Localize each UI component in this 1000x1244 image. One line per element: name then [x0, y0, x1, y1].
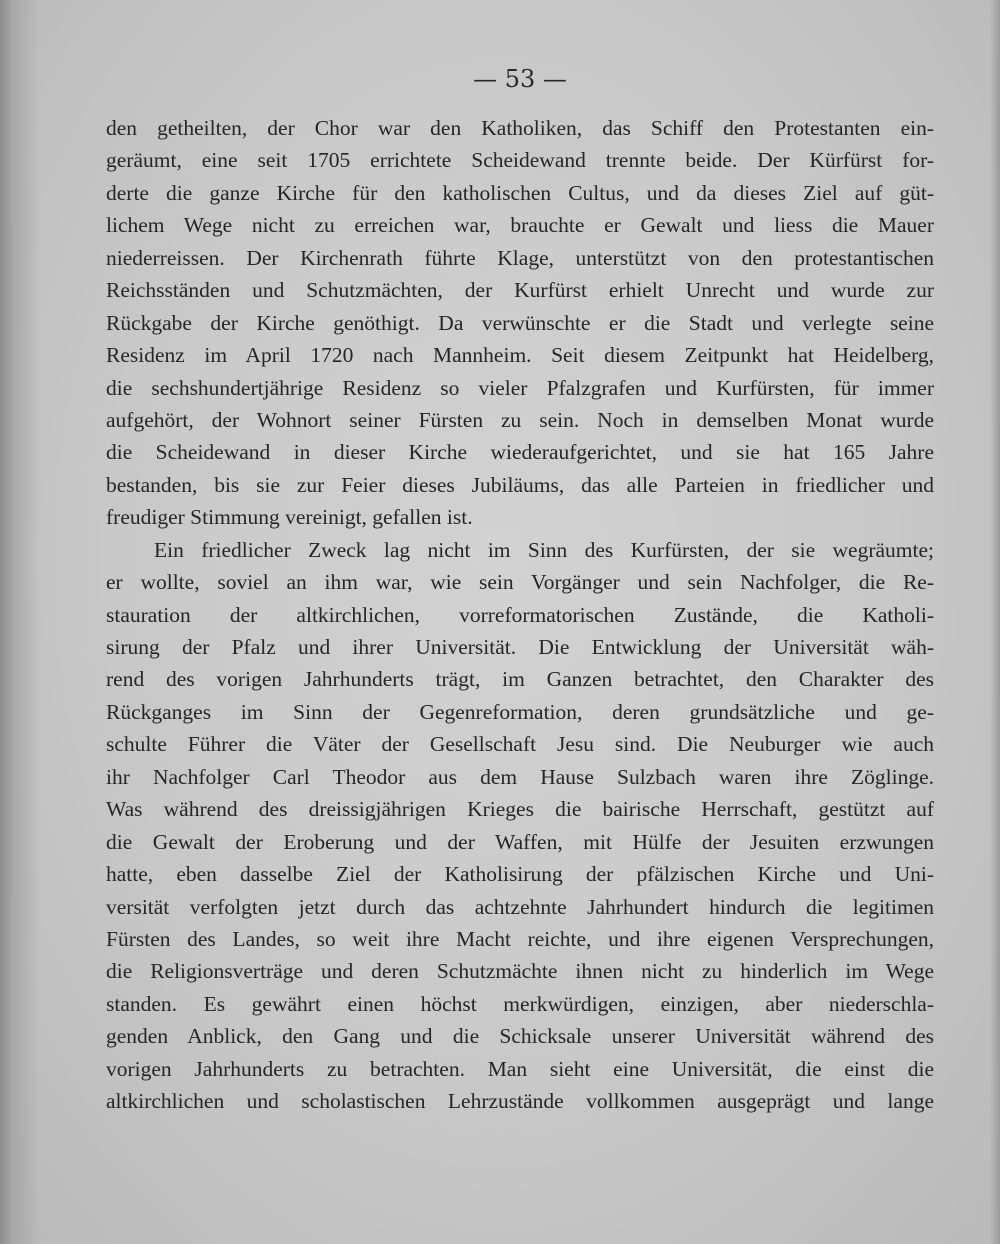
- text-line: sirung der Pfalz und ihrer Universität. Die Entwicklung der Universität wäh-: [106, 635, 934, 659]
- text-line: niederreissen. Der Kirchenrath führte Klage, unterstützt von den protestantischen: [106, 245, 934, 270]
- text-line: geräumt, eine seit 1705 errichtete Scheidewand trennte beide. Der Kürfürst for-: [106, 148, 934, 173]
- text-line: ihr Nachfolger Carl Theodor aus dem Hause Sulzbach waren ihre Zöglinge.: [106, 764, 934, 789]
- text-line: Was während des dreissigjährigen Krieges die bairische Herrschaft, gestützt auf: [106, 797, 934, 822]
- text-line: rend des vorigen Jahrhunderts trägt, im Ganzen betrachtet, den Charakter des: [106, 667, 934, 692]
- text-line: die Scheidewand in dieser Kirche wiederaufgerichtet, und sie hat 165 Jahre: [106, 440, 934, 465]
- text-line: die Religionsverträge und deren Schutzmächte ihnen nicht zu hinderlich im Wege: [106, 959, 934, 984]
- text-line: genden Anblick, den Gang und die Schicksale unserer Universität während des: [106, 1024, 934, 1049]
- text-line: die Gewalt der Eroberung und der Waffen, mit Hülfe der Jesuiten erzwungen: [106, 829, 934, 854]
- text-line: stauration der altkirchlichen, vorreformatorischen Zustände, die Katholi-: [106, 602, 934, 627]
- text-line: Rückgabe der Kirche genöthigt. Da verwünschte er die Stadt und verlegte seine: [106, 310, 934, 335]
- text-line: lichem Wege nicht zu erreichen war, brauchte er Gewalt und liess die Mauer: [106, 213, 934, 238]
- body-text: [106, 112, 934, 1118]
- text-line: hatte, eben dasselbe Ziel der Katholisirung der pfälzischen Kirche und Uni-: [106, 862, 934, 887]
- text-line: Reichsständen und Schutzmächten, der Kurfürst erhielt Unrecht und wurde zur: [106, 278, 934, 303]
- text-line: er wollte, soviel an ihm war, wie sein Vorgänger und sein Nachfolger, die Re-: [106, 570, 934, 595]
- text-line: Ein friedlicher Zweck lag nicht im Sinn des Kurfürsten, der sie wegräumte;: [154, 537, 934, 562]
- text-line: vorigen Jahrhunderts zu betrachten. Man sieht eine Universität, die einst die: [106, 1056, 934, 1081]
- text-line: freudiger Stimmung vereinigt, gefallen ist.: [106, 505, 473, 530]
- text-line: Fürsten des Landes, so weit ihre Macht reichte, und ihre eigenen Versprechungen,: [106, 926, 934, 951]
- text-line: den getheilten, der Chor war den Katholiken, das Schiff den Protestanten ein-: [106, 116, 934, 140]
- page-edge-shadow: [990, 0, 1000, 1244]
- text-line: Rückganges im Sinn der Gegenreformation, deren grundsätzliche und ge-: [106, 699, 934, 724]
- page-number: — 53 —: [473, 65, 567, 93]
- text-line: schulte Führer die Väter der Gesellschaft Jesu sind. Die Neuburger wie auch: [106, 732, 934, 757]
- text-line: derte die ganze Kirche für den katholischen Cultus, und da dieses Ziel auf güt-: [106, 180, 934, 205]
- text-line: Residenz im April 1720 nach Mannheim. Seit diesem Zeitpunkt hat Heidelberg,: [106, 343, 934, 368]
- text-line: versität verfolgten jetzt durch das achtzehnte Jahrhundert hindurch die legitimen: [106, 894, 934, 919]
- text-line: altkirchlichen und scholastischen Lehrzustände vollkommen ausgeprägt und lange: [106, 1089, 934, 1114]
- text-line: standen. Es gewährt einen höchst merkwürdigen, einzigen, aber niederschla-: [106, 991, 934, 1016]
- text-line: bestanden, bis sie zur Feier dieses Jubiläums, das alle Parteien in friedlicher und: [106, 472, 934, 497]
- binding-gutter-shadow: [0, 0, 40, 1244]
- text-line: die sechshundertjährige Residenz so vieler Pfalzgrafen und Kurfürsten, für immer: [106, 375, 934, 400]
- text-line: aufgehört, der Wohnort seiner Fürsten zu sein. Noch in demselben Monat wurde: [106, 407, 934, 432]
